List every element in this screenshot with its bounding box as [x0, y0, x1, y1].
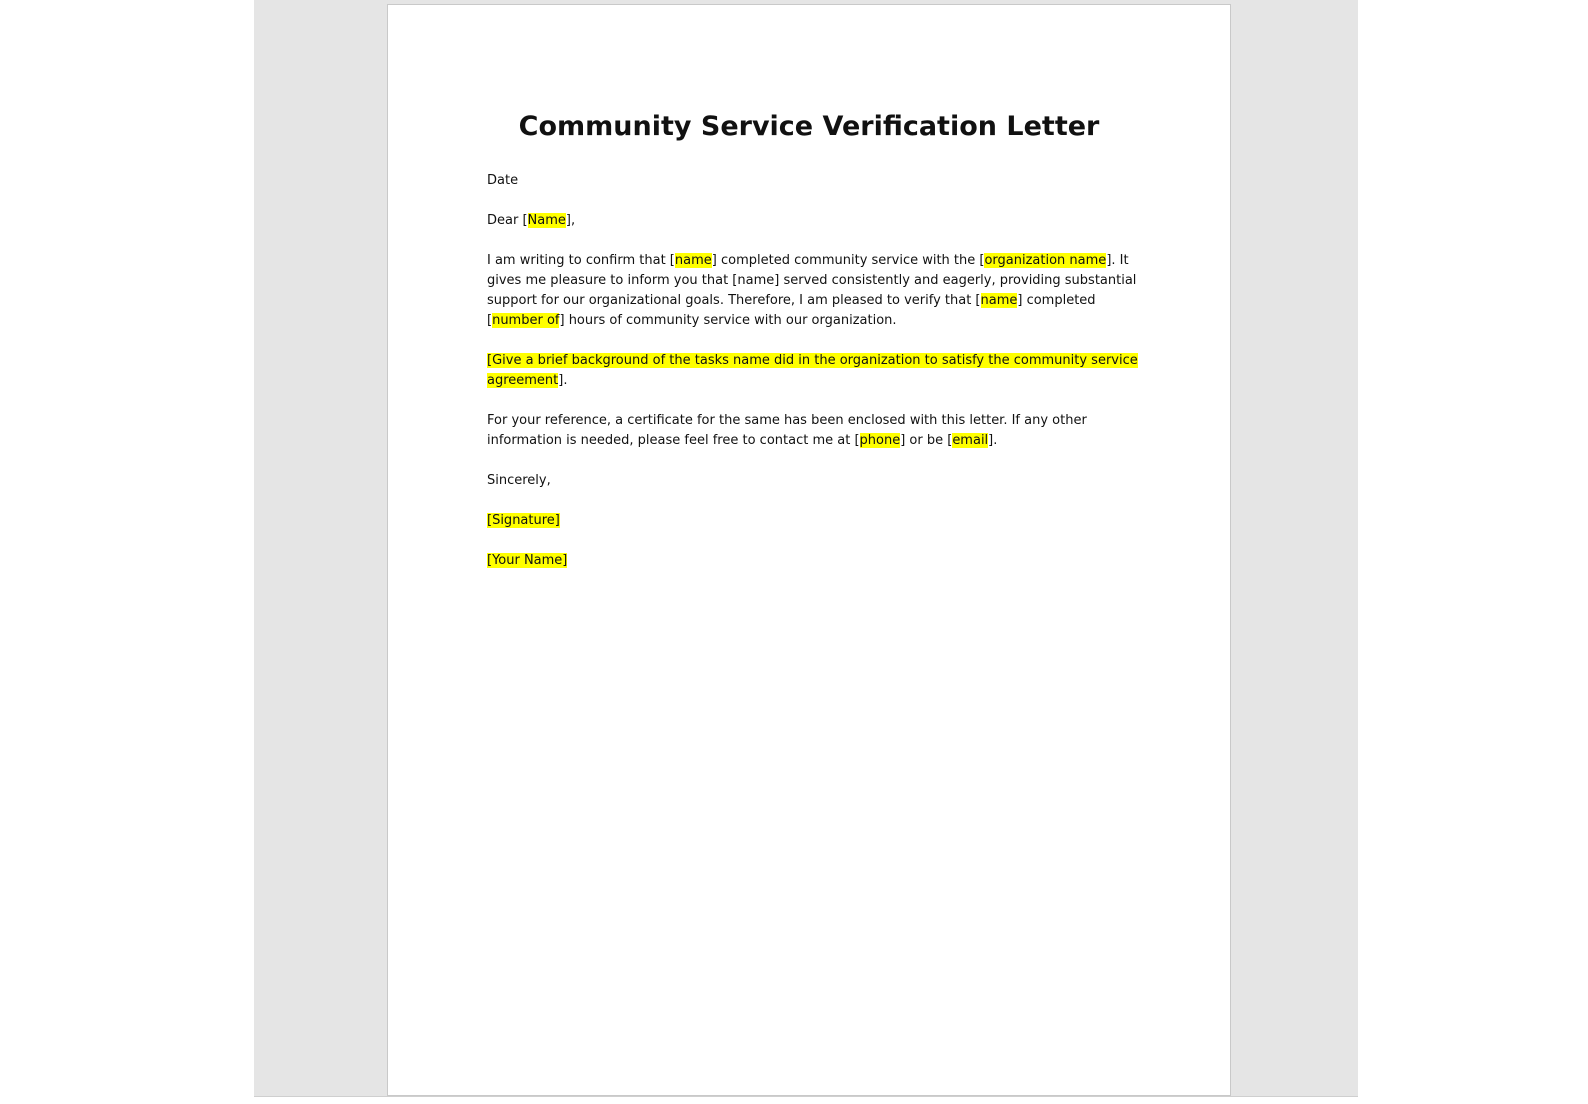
tasks-background-placeholder: Give a brief background of the tasks name did in the organization to satisfy the community service agreement — [487, 353, 1138, 388]
tasks-open-bracket: [ — [487, 353, 493, 368]
organization-name-placeholder: organization name — [984, 253, 1107, 268]
greeting-prefix: Dear [ — [487, 213, 528, 228]
signature-line — [487, 511, 1147, 531]
hours-number-placeholder: number of — [492, 313, 560, 328]
your-name-line — [487, 551, 1147, 571]
email-placeholder: email — [952, 433, 989, 448]
para3-text-3: ]. — [988, 433, 998, 448]
date-line: Date — [487, 173, 519, 188]
tasks-paragraph — [487, 351, 1147, 391]
signature-placeholder: [Signature] — [487, 513, 560, 528]
tasks-close-bracket: ]. — [558, 373, 568, 388]
para1-text-3: ]. It gives me pleasure to inform you that [name] served consistently and eagerly, providing substantial support for our organizational goals. Therefore, I am pleased to verify that [ — [487, 253, 1137, 308]
volunteer-name-placeholder: name — [674, 253, 712, 268]
confirmation-paragraph — [487, 251, 1147, 331]
volunteer-name-placeholder-2: name — [980, 293, 1018, 308]
letter-body — [487, 171, 1147, 591]
greeting-line — [487, 211, 1147, 231]
para1-text-5: ] hours of community service with our organization. — [559, 313, 897, 328]
para1-text-1: I am writing to confirm that [ — [487, 253, 675, 268]
greeting-suffix: ], — [565, 213, 576, 228]
phone-placeholder: phone — [859, 433, 901, 448]
closing-line: Sincerely, — [487, 473, 551, 488]
para1-text-4: ] completed [ — [487, 293, 1096, 328]
document-page — [387, 4, 1231, 1096]
your-name-placeholder: [Your Name] — [487, 553, 568, 568]
reference-paragraph — [487, 411, 1147, 451]
para3-text-1: For your reference, a certificate for the same has been enclosed with this letter. If any other information is needed, please feel free to contact me at [ — [487, 413, 1087, 448]
recipient-name-placeholder: Name — [527, 213, 566, 228]
para3-text-2: ] or be [ — [900, 433, 953, 448]
para1-text-2: ] completed community service with the [ — [711, 253, 985, 268]
document-title: Community Service Verification Letter — [518, 111, 1100, 142]
